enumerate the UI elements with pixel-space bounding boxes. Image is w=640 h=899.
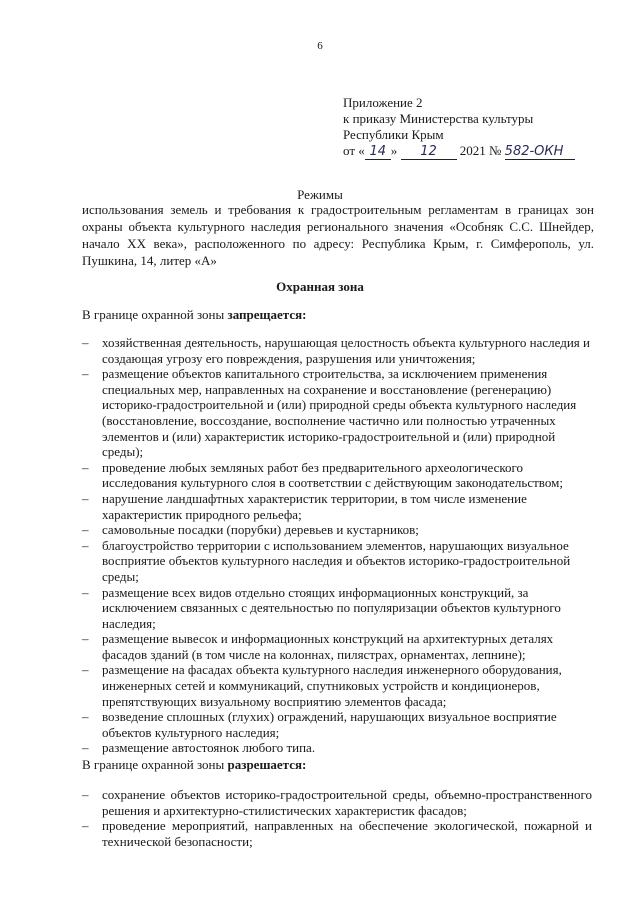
prohibited-list — [82, 335, 592, 756]
section-title: Охранная зона — [276, 279, 364, 294]
list-item: – хозяйственная деятельность, нарушающая целостность объекта культурного наследия и создающая угрозу его повреждения, разрушения или уничтожения; — [82, 335, 592, 366]
list-item: – самовольные посадки (порубки) деревьев и кустарников; — [82, 522, 592, 538]
appendix-line-2: к приказу Министерства культуры — [343, 111, 534, 126]
list-item: – сохранение объектов историко-градостроительной среды, объемно-пространственного решения и архитектурно-стилистических характеристик фасадов; — [82, 787, 592, 818]
document-title: Режимы — [297, 187, 343, 202]
list-item: – благоустройство территории с использованием элементов, нарушающих визуальное восприятие объектов культурного наследия и объектов историко-градостроительной среды; — [82, 538, 592, 585]
list-item: – возведение сплошных (глухих) ограждений, нарушающих визуальное восприятие объектов культурного наследия; — [82, 709, 592, 740]
appendix-line-3: Республики Крым — [343, 127, 444, 142]
appendix-header — [343, 95, 575, 160]
prohibited-lead-bold: запрещается: — [227, 307, 307, 322]
allowed-lead — [82, 757, 306, 773]
prohibited-lead — [82, 307, 306, 323]
page-number: 6 — [317, 40, 323, 52]
list-item: – проведение любых земляных работ без предварительного археологического исследования культурного слоя в соответствии с действующим законодательством; — [82, 460, 592, 491]
handwritten-order-number: 582-ОКН — [505, 145, 575, 160]
date-mid: » — [390, 143, 398, 158]
allowed-lead-bold: разрешается: — [227, 757, 307, 772]
year-and-number-label: 2021 № — [459, 143, 502, 158]
list-item: – проведение мероприятий, направленных на обеспечение экологической, пожарной и технической безопасности; — [82, 818, 592, 849]
allowed-list — [82, 787, 592, 849]
date-prefix: от « — [343, 143, 365, 158]
order-date-line — [343, 143, 575, 160]
allowed-lead-text: В границе охранной зоны — [82, 757, 228, 772]
appendix-line-1: Приложение 2 — [343, 95, 423, 110]
list-item: – нарушение ландшафтных характеристик территории, в том числе изменение характеристик природного рельефа; — [82, 491, 592, 522]
prohibited-lead-text: В границе охранной зоны — [82, 307, 228, 322]
list-item: – размещение на фасадах объекта культурного наследия инженерного оборудования, инженерных сетей и коммуникаций, спутниковых устройств и кондиционеров, препятствующих визуальному восприятию элементов фасада; — [82, 662, 592, 709]
list-item: – размещение объектов капитального строительства, за исключением применения специальных мер, направленных на сохранение и восстановление (регенерацию) историко-градостроительной и (или) природной среды объекта культурного наследия (восстановление, воссоздание, восполнение частично или полностью утраченных элементов и (или) характеристик историко-градостроительной и (или) природной среды); — [82, 366, 592, 460]
list-item: – размещение вывесок и информационных конструкций на архитектурных деталях фасадов зданий (в том числе на колоннах, пилястрах, орнаментах, лепнине); — [82, 631, 592, 662]
handwritten-month: 12 — [401, 145, 457, 160]
list-item: – размещение всех видов отдельно стоящих информационных конструкций, за исключением связанных с деятельностью по популяризации объектов культурного наследия; — [82, 585, 592, 632]
list-item: – размещение автостоянок любого типа. — [82, 740, 592, 756]
document-intro: использования земель и требования к градостроительным регламентам в границах зон охраны объекта культурного наследия регионального значения «Особняк С.С. Шнейдер, начало XX века», расположенного по адресу: Республика Крым, г. Симферополь, ул. Пушкина, 14, литер «А» — [82, 202, 594, 268]
handwritten-day: 14 — [365, 145, 391, 160]
